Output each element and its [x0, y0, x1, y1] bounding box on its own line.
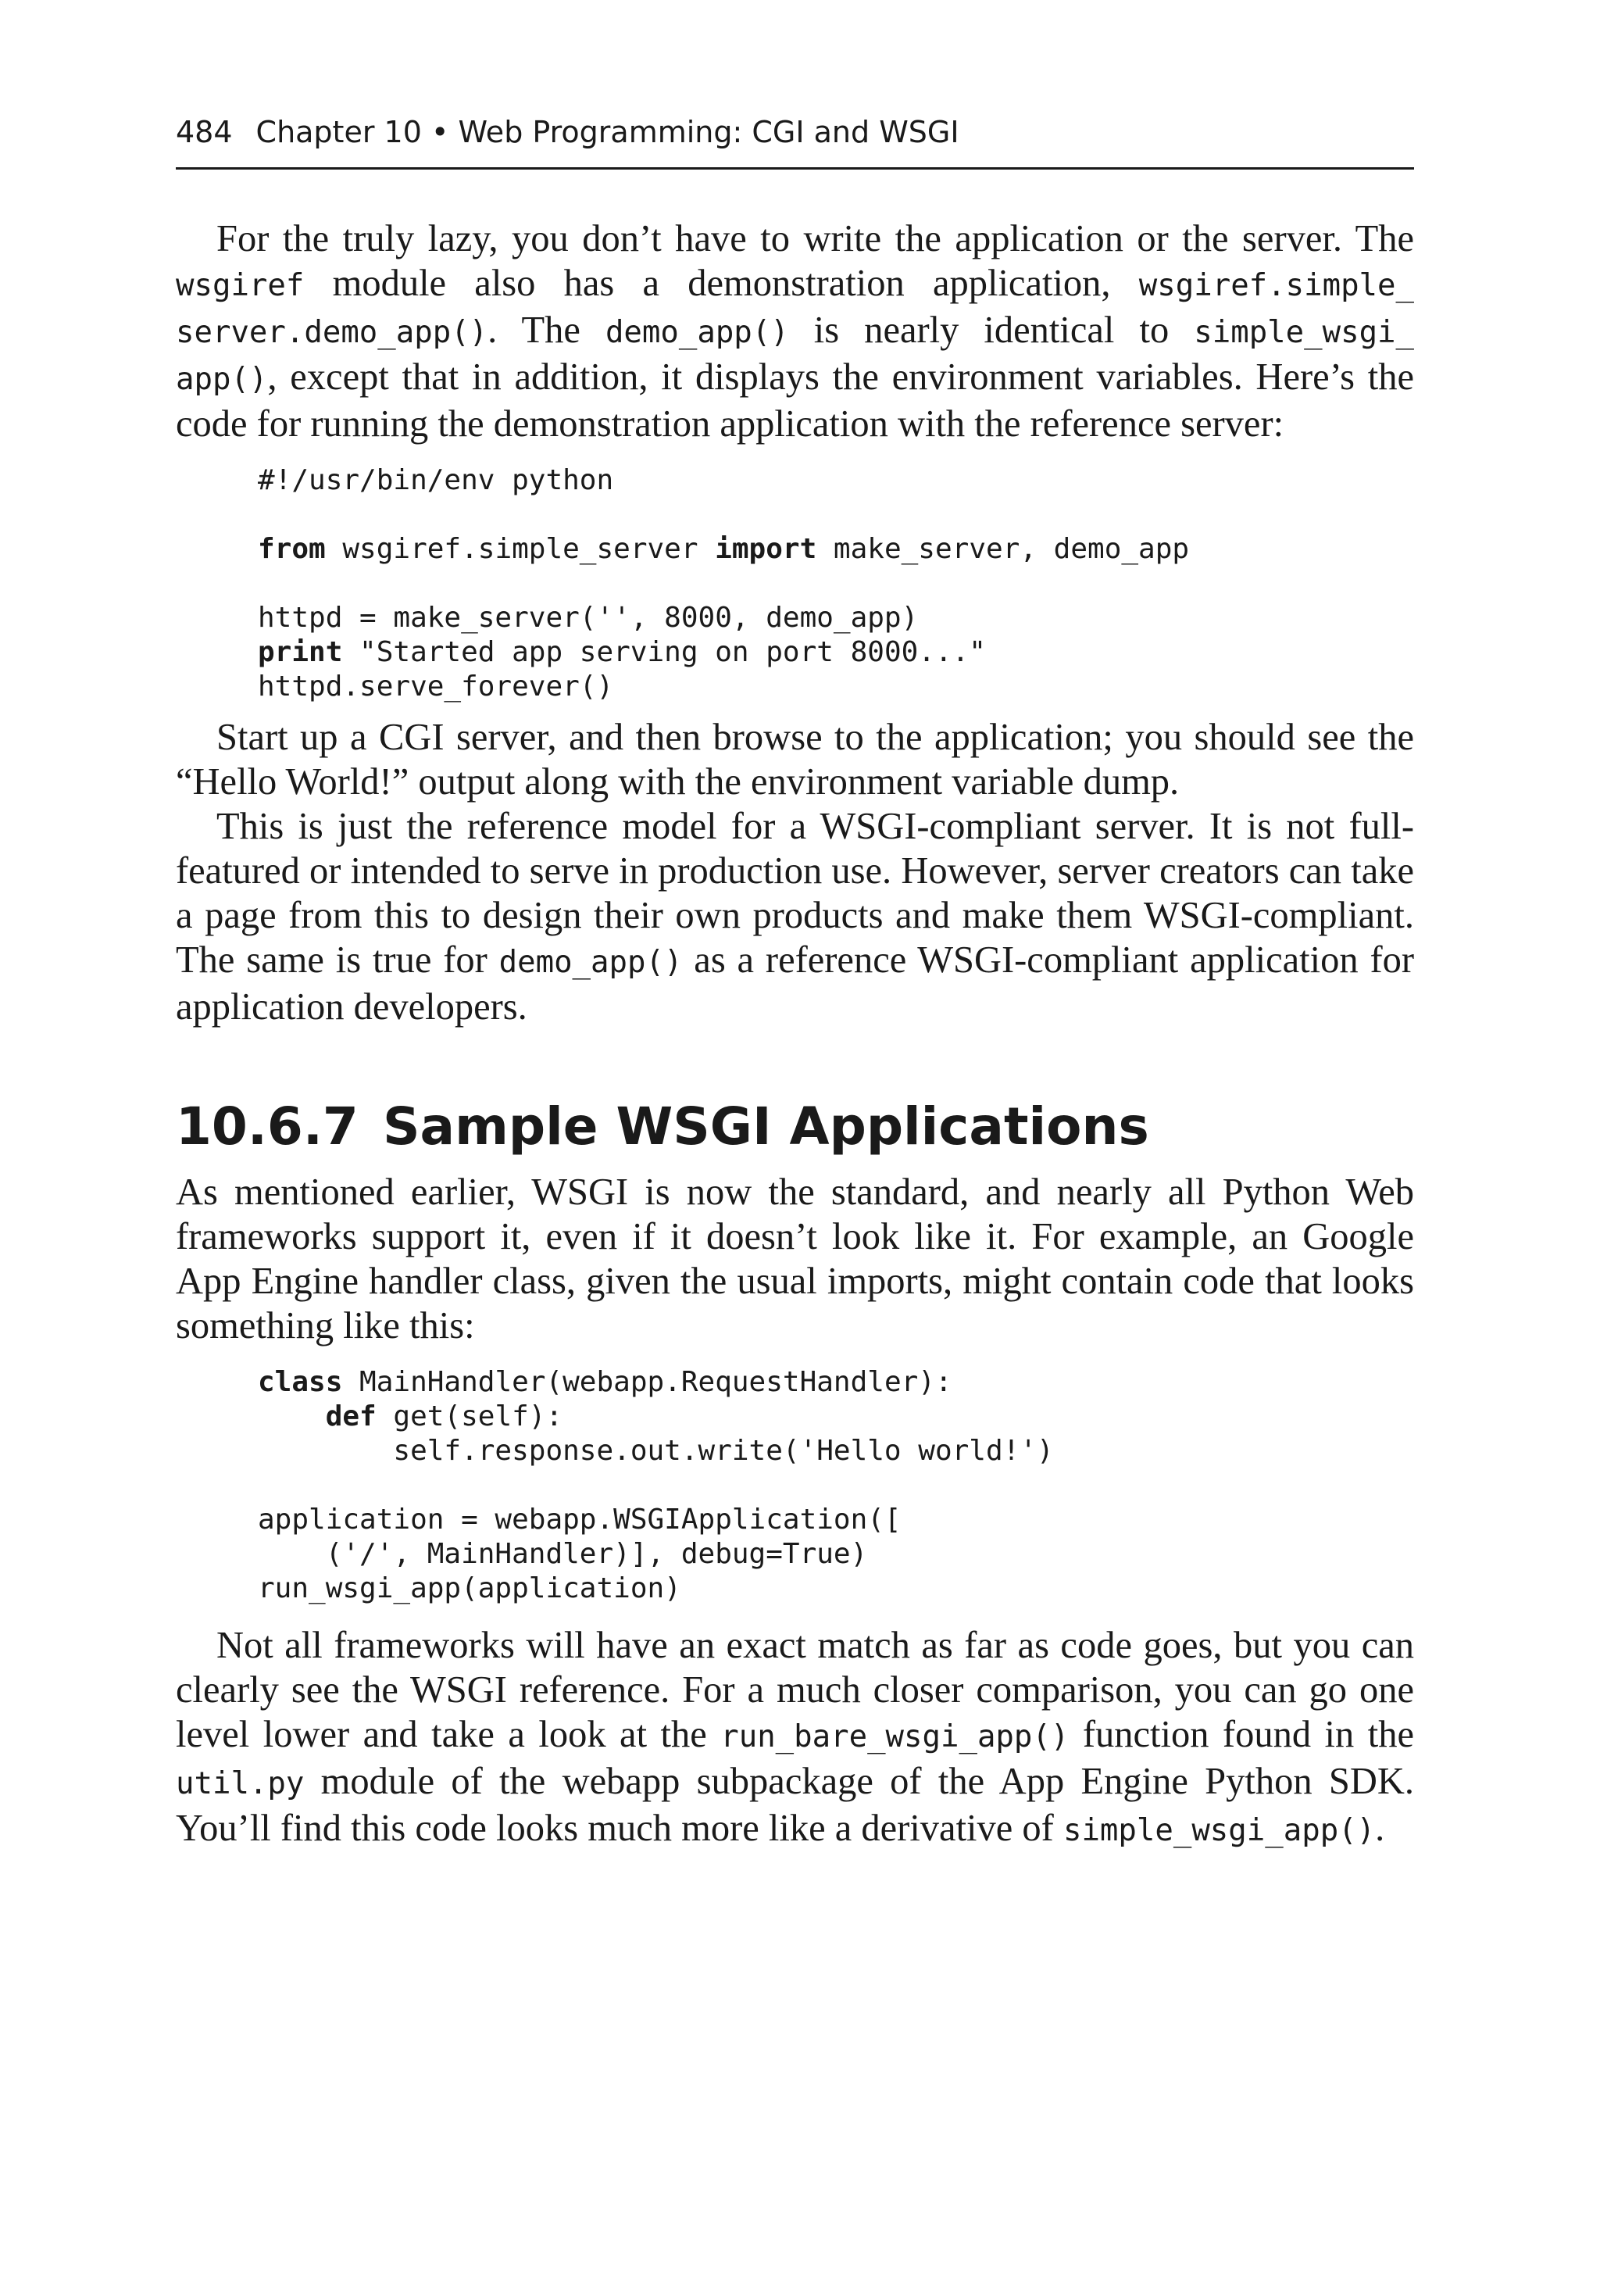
- code-line: ('/', MainHandler)], debug=True): [258, 1538, 868, 1570]
- inline-code: wsgiref: [176, 268, 305, 303]
- text-run: module also has a demonstration application,: [304, 263, 1139, 304]
- inline-code: run_bare_wsgi_app(): [720, 1719, 1070, 1754]
- paragraph-start-server: Start up a CGI server, and then browse to the application; you should see the “Hello World!” output along with the environment variable dump.: [176, 717, 1414, 803]
- page-number: 484: [176, 115, 233, 149]
- text-run: as a reference WSGI-compliant application for application developers.: [176, 939, 1414, 1028]
- inline-code: demo_app(): [498, 945, 683, 980]
- text-run: . The: [488, 309, 605, 351]
- text-run: is nearly identical to: [788, 309, 1195, 351]
- code-keyword: from: [258, 533, 326, 565]
- code-text: make_server, demo_app: [816, 533, 1190, 565]
- section-title: Sample WSGI Applications: [383, 1096, 1149, 1157]
- code-line: #!/usr/bin/env python: [258, 464, 614, 496]
- code-line: httpd.serve_forever(): [258, 671, 614, 703]
- code-line: self.response.out.write('Hello world!'): [258, 1435, 1054, 1467]
- code-indent: [258, 1400, 326, 1432]
- code-line: application = webapp.WSGIApplication([: [258, 1504, 902, 1536]
- text-run: This is just the reference model for a WSGI-compliant server. It is not full-featured or intended to serve in production use. However, server creators can take a page from this to design their own products and make them WSGI-compliant. The same is true for: [176, 806, 1414, 981]
- inline-code: wsgiref.simple_ server.demo_app(): [176, 268, 1414, 350]
- code-keyword: def: [325, 1400, 377, 1432]
- paragraph-intro: [176, 216, 1414, 446]
- inline-code: simple_wsgi_app(): [1062, 1813, 1376, 1848]
- section-heading: [176, 1096, 1414, 1157]
- book-page: [176, 117, 1414, 1853]
- code-keyword: class: [258, 1366, 343, 1398]
- running-head: [176, 117, 1414, 170]
- inline-code: util.py: [176, 1766, 305, 1801]
- code-text: wsgiref.simple_server: [325, 533, 716, 565]
- code-keyword: import: [715, 533, 817, 565]
- paragraph-reference-model: [176, 804, 1414, 1029]
- text-run: Not all frameworks will have an exact match as far as code goes, but you can clearly see the WSGI reference. For a much closer comparison, you can go one level lower and take a look at the: [176, 1625, 1414, 1755]
- text-run: , except that in addition, it displays the environment variables. Here’s the code for running the demonstration application with the reference server:: [176, 356, 1414, 445]
- code-line: run_wsgi_app(application): [258, 1572, 681, 1604]
- text-run: function found in the: [1069, 1714, 1414, 1755]
- inline-code: demo_app(): [605, 315, 789, 350]
- paragraph-frameworks: [176, 1623, 1414, 1853]
- text-run: module of the webapp subpackage of the App Engine Python SDK. You’ll find this code looks much more like a derivative of: [176, 1761, 1414, 1849]
- paragraph-wsgi-standard: As mentioned earlier, WSGI is now the standard, and nearly all Python Web frameworks support it, even if it doesn’t look like it. For example, an Google App Engine handler class, given the usual imports, might contain code that looks something like this:: [176, 1171, 1414, 1346]
- code-block-app-engine: [176, 1365, 1414, 1606]
- text-run: For the truly lazy, you don’t have to write the application or the server. The: [216, 218, 1414, 259]
- code-text: MainHandler(webapp.RequestHandler):: [342, 1366, 952, 1398]
- inline-code: simple_wsgi_ app(): [176, 315, 1415, 397]
- code-text: get(self):: [376, 1400, 563, 1432]
- code-text: "Started app serving on port 8000...": [342, 636, 986, 668]
- code-keyword: print: [258, 636, 343, 668]
- code-block-demo: [176, 463, 1414, 704]
- code-line: httpd = make_server('', 8000, demo_app): [258, 602, 919, 634]
- chapter-title: Chapter 10 • Web Programming: CGI and WSGI: [255, 115, 959, 149]
- text-run: .: [1375, 1808, 1385, 1849]
- section-number: 10.6.7: [176, 1096, 359, 1157]
